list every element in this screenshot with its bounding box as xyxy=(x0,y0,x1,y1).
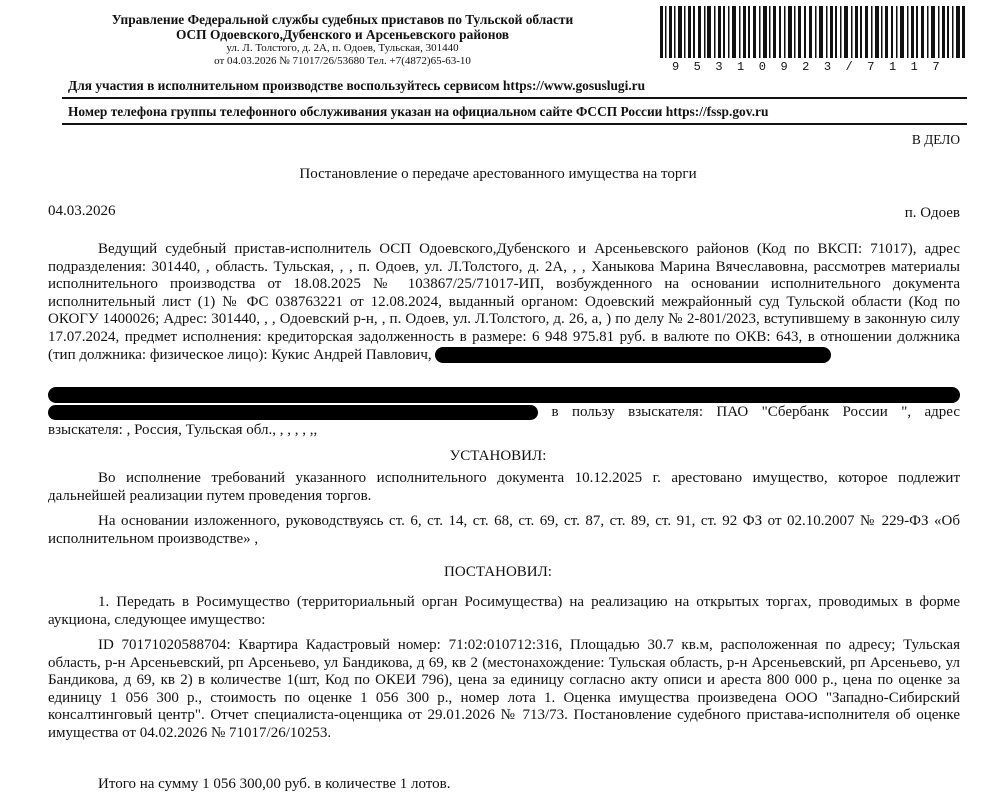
ustanovil-paragraph-2: На основании изложенного, руководствуясь ст. 6, ст. 14, ст. 68, ст. 69, ст. 87, ст. 89, ст. 91, ст. 92 ФЗ от 02.10.2007 № 229-ФЗ «Об исполнительном производстве» , xyxy=(48,513,960,547)
org-name-line2: ОСП Одоевского,Дубенского и Арсеньевского районов xyxy=(175,27,510,42)
gosuslugi-notice: Для участия в исполнительном производстве воспользуйтесь сервисом https://www.gosuslugi.ru xyxy=(68,78,646,93)
issuing-organization xyxy=(70,12,615,68)
intro-text: Ведущий судебный пристав-исполнитель ОСП Одоевского,Дубенского и Арсеньевского районов (Код по ВКСП: 71017), адрес подразделения: 301440, , область. Тульская, , , п. Одоев, ул. Л.Толстого, д. 2А, , , Ханыкова Марина Вячеславовна, рассмотрев материалы исполнительного производства от 18.08.2025 № 103867/25/71017-ИП, возбужденного на основании исполнительного документа исполнительный лист (1) № ФС 038763221 от 12.08.2024, выданный органом: Одоевский межрайонный суд Тульской области (Код по ОКОГУ 1400026; Адрес: 301440, , , Одоевский р-н, , п. Одоев, ул. Л.Толстого, д. 26, а, ) по делу № 2-801/2023, вступившему в законную силу 17.07.2024, предмет исполнения: кредиторская задолженность в размере: 6 948 975.81 руб. в валюте по ОКВ: 643, в отношении должника (тип должника: физическое лицо): Кукис Андрей Павлович, xyxy=(48,241,960,363)
redaction-bar xyxy=(48,387,960,403)
org-name-line1: Управление Федеральной службы судебных приставов по Тульской области xyxy=(111,12,574,27)
divider xyxy=(62,97,967,99)
barcode-icon xyxy=(660,6,966,64)
v-delo-mark: В ДЕЛО xyxy=(911,132,960,147)
postanovil-heading: ПОСТАНОВИЛ: xyxy=(444,564,552,580)
total-line: Итого на сумму 1 056 300,00 руб. в количестве 1 лотов. xyxy=(98,776,451,792)
org-reference: от 04.03.2026 № 71017/26/53680 Тел. +7(4872)65-63-10 xyxy=(214,55,471,67)
ustanovil-heading: УСТАНОВИЛ: xyxy=(449,448,547,464)
intro-tail: в пользу взыскателя: ПАО "Сбербанк России ", адрес взыскателя: , Россия, Тульская обл., , , , , ,, xyxy=(48,404,960,438)
redaction-bar xyxy=(48,405,538,420)
document-place: п. Одоев xyxy=(904,205,960,221)
postanovil-paragraph-1: 1. Передать в Росимущество (территориальный орган Росимущества) на реализацию на открытых торгах, проводимых в форме аукциона, следующее имущество: xyxy=(48,594,960,628)
intro-tail-paragraph xyxy=(48,404,960,439)
barcode-number: 95310923/7117 xyxy=(671,60,955,74)
phone-notice: Номер телефона группы телефонного обслуживания указан на официальном сайте ФССП России https://fssp.gov.ru xyxy=(68,104,769,119)
ustanovil-paragraph-1: Во исполнение требований указанного исполнительного документа 10.12.2025 г. арестовано имущество, которое подлежит дальнейшей реализации путем проведения торгов. xyxy=(48,470,960,504)
intro-paragraph xyxy=(48,241,960,364)
divider xyxy=(62,123,967,125)
property-paragraph: ID 70171020588704: Квартира Кадастровый номер: 71:02:010712:316, Площадью 30.7 кв.м, расположенная по адресу; Тульская область, р-н Арсеньевский, рп Арсеньево, ул Бандикова, д 69, кв 2 (местонахождение: Тульская область, р-н Арсеньевский, рп Арсеньево, ул Бандикова, д 69, кв 2) в количестве 1(шт, Код по ОКЕИ 796), цена за единицу согласно акту описи и ареста 800 000 р., цена по оценке за единицу 1 056 300 р., стоимость по оценке 1 056 300 р., номер лота 1. Оценка имущества произведена ООО "Западно-Сибирский консалтинговый центр". Отчет специалиста-оценщика от 29.01.2026 № 713/73. Постановление судебного пристава-исполнителя об оценке имущества от 04.02.2026 № 71017/26/10253. xyxy=(48,637,960,741)
redaction-bar xyxy=(435,347,831,363)
document-date: 04.03.2026 xyxy=(48,203,116,219)
org-address: ул. Л. Толстого, д. 2А, п. Одоев, Тульская, 301440 xyxy=(226,42,459,54)
document-title: Постановление о передаче арестованного имущества на торги xyxy=(299,166,697,182)
